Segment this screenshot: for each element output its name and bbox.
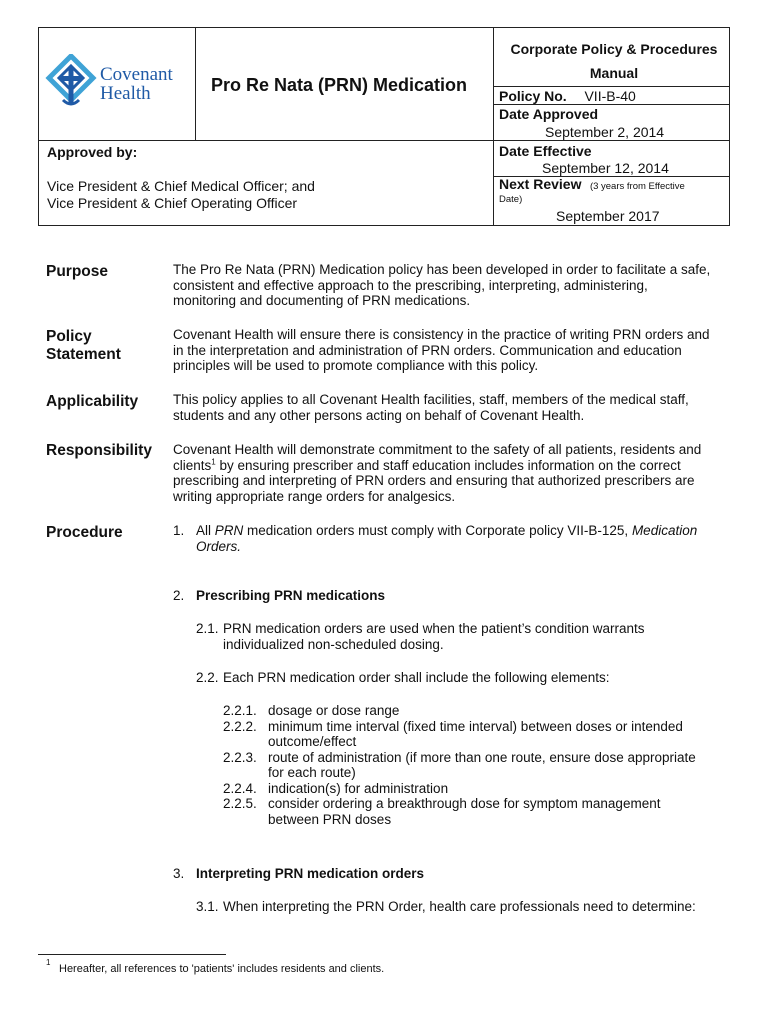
procedure-item-3-1-num: 3.1. — [196, 899, 219, 914]
procedure-item-3-title: Interpreting PRN medication orders — [196, 866, 425, 881]
policy-statement-text — [173, 327, 710, 374]
procedure-item-2-2: Each PRN medication order shall include the following elements: — [223, 670, 610, 685]
responsibility-label: Responsibility — [46, 442, 152, 459]
procedure-item-2-1 — [223, 621, 644, 652]
applicability-line: students and any other persons acting on behalf of Covenant Health. — [173, 407, 585, 423]
responsibility-line: Covenant Health will demonstrate commitment to the safety of all patients, residents and — [173, 442, 702, 457]
policy-header-table — [38, 27, 730, 226]
next-review-note: (3 years from Effective — [589, 181, 685, 192]
item1-prn: PRN — [214, 523, 244, 538]
applicability-text — [173, 392, 689, 423]
approved-by-line1: Vice President & Chief Medical Officer; and — [47, 178, 315, 194]
procedure-item-1 — [196, 523, 697, 554]
purpose-text — [173, 262, 710, 309]
purpose-line: monitoring and documenting of PRN medications. — [173, 293, 471, 308]
item1-text-a: All — [196, 523, 215, 538]
policy-line: principles will be used to promote compliance with this policy. — [173, 358, 539, 373]
policy-label-line2: Statement — [46, 346, 121, 363]
header-divider-manual — [493, 86, 729, 87]
subitem — [223, 796, 696, 827]
policy-line: in the interpretation and administration of PRN orders. Communication and education — [173, 342, 682, 358]
subitem-num: 2.2.5. — [223, 796, 257, 811]
subitem-text: indication(s) for administration — [268, 780, 449, 796]
item21-line: individualized non-scheduled dosing. — [223, 636, 444, 652]
policy-no-label: Policy No. — [499, 88, 567, 104]
responsibility-line: prescribing and interpreting of PRN orders and ensuring that authorized prescribers are — [173, 473, 695, 488]
header-divider-policyno — [493, 104, 729, 105]
procedure-item-1-num: 1. — [173, 523, 185, 538]
date-effective-label: Date Effective — [499, 143, 592, 159]
responsibility-text — [173, 442, 701, 504]
procedure-item-3-1: When interpreting the PRN Order, health care professionals need to determine: — [223, 899, 696, 914]
next-review-value: September 2017 — [556, 208, 660, 224]
applicability-label: Applicability — [46, 393, 139, 410]
subitem-text-2: for each route) — [268, 765, 356, 780]
applicability-line: This policy applies to all Covenant Health facilities, staff, members of the medical staff, — [173, 392, 689, 407]
subitem — [223, 703, 696, 719]
subitem-num: 2.2.4. — [223, 780, 257, 796]
item21-line: PRN medication orders are used when the patient’s condition warrants — [223, 621, 645, 636]
header-divider-row — [39, 140, 729, 141]
responsibility-line2-rest: by ensuring prescriber and staff education includes information on the correct — [215, 457, 681, 473]
date-approved-label: Date Approved — [499, 106, 599, 122]
procedure-item-2-1-num: 2.1. — [196, 621, 219, 636]
page-title: Pro Re Nata (PRN) Medication — [211, 75, 468, 95]
logo-cross-icon — [45, 54, 97, 114]
header-divider-logo — [195, 28, 196, 140]
manual-title-line1: Corporate Policy & Procedures — [510, 41, 718, 57]
policy-line: Covenant Health will ensure there is consistency in the practice of writing PRN orders and — [173, 327, 710, 342]
subitem-text: dosage or dose range — [268, 703, 400, 718]
subitem-text: route of administration (if more than one route, ensure dose appropriate — [268, 749, 696, 765]
procedure-item-3-num: 3. — [173, 866, 185, 881]
subitem-num: 2.2.2. — [223, 718, 257, 734]
approved-by-label: Approved by: — [47, 144, 138, 160]
subitem-text: minimum time interval (fixed time interval) between doses or intended — [268, 718, 683, 734]
purpose-line: The Pro Re Nata (PRN) Medication policy has been developed in order to facilitate a safe, — [173, 262, 711, 277]
footnote-ref: 1 — [211, 457, 216, 466]
purpose-label: Purpose — [46, 263, 109, 280]
footnote-separator — [38, 954, 226, 955]
manual-title-line2: Manual — [589, 65, 639, 81]
policy-label-line1: Policy — [46, 328, 92, 345]
item1-orders: Orders. — [196, 538, 242, 554]
subitem — [223, 750, 696, 781]
subitem-num: 2.2.1. — [223, 703, 257, 718]
responsibility-clients: clients — [173, 457, 212, 473]
subitem-text-2: outcome/effect — [268, 734, 357, 749]
header-divider-right — [493, 28, 494, 226]
footnote-number: 1 — [46, 958, 51, 967]
policy-no-value: VII-B-40 — [584, 88, 636, 104]
responsibility-line — [173, 458, 701, 474]
logo-text-health: Health — [100, 83, 151, 104]
logo-text-covenant: Covenant — [100, 64, 173, 85]
purpose-line: consistent and effective approach to the prescribing, interpreting, administering, — [173, 277, 648, 293]
policy-statement-label — [46, 328, 121, 364]
procedure-item-2-title: Prescribing PRN medications — [196, 588, 386, 603]
procedure-item-2-num: 2. — [173, 588, 185, 603]
responsibility-line: writing appropriate range orders for analgesics. — [173, 488, 456, 504]
procedure-label: Procedure — [46, 524, 123, 541]
next-review-note-2: Date) — [499, 194, 523, 205]
item1-text-b: medication orders must comply with Corporate policy VII-B-125, — [243, 523, 632, 538]
approved-by-line2: Vice President & Chief Operating Officer — [47, 195, 298, 211]
subitem-num: 2.2.3. — [223, 749, 257, 765]
subitem — [223, 719, 696, 750]
subitem — [223, 781, 696, 797]
date-effective-value: September 12, 2014 — [542, 160, 669, 176]
date-approved-value: September 2, 2014 — [545, 124, 665, 140]
subitem-text-2: between PRN doses — [268, 811, 392, 827]
covenant-health-logo — [45, 54, 195, 114]
footnote-text: Hereafter, all references to 'patients' includes residents and clients. — [59, 963, 385, 975]
procedure-item-2-2-num: 2.2. — [196, 670, 219, 685]
procedure-subitem-list — [223, 703, 696, 827]
next-review-label: Next Review — [499, 176, 582, 192]
subitem-text: consider ordering a breakthrough dose for symptom management — [268, 796, 661, 811]
item1-medication: Medication — [631, 523, 698, 538]
